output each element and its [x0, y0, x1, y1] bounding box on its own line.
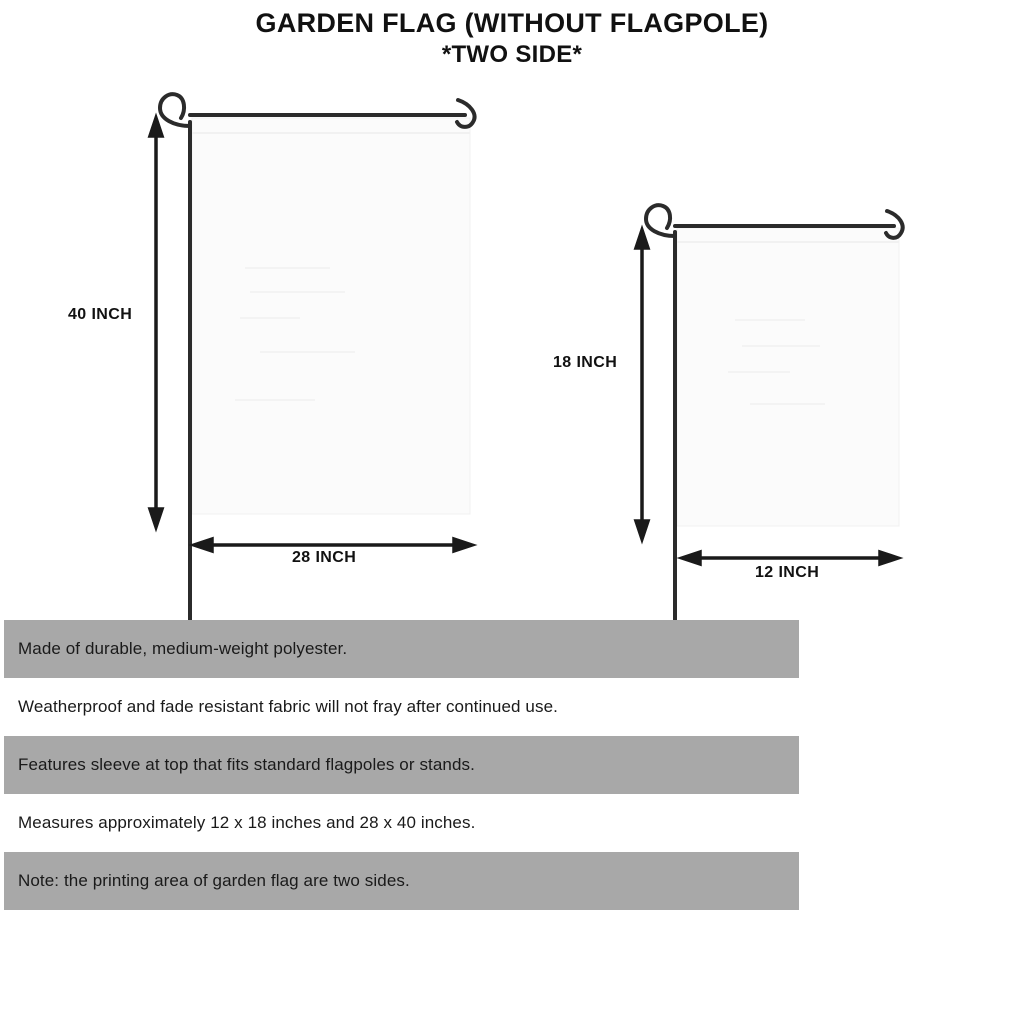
small-flag-height-label: 18 INCH — [553, 354, 618, 371]
spec-row — [4, 678, 799, 736]
small-flag-width-dimension — [682, 552, 898, 564]
spec-row — [4, 852, 799, 910]
large-flag-height-dimension — [150, 118, 162, 527]
title-line-primary: GARDEN FLAG (WITHOUT FLAGPOLE) — [255, 8, 769, 38]
spec-row — [4, 794, 799, 852]
large-flag-cloth — [192, 118, 470, 514]
spec-table — [4, 620, 799, 910]
small-flag-cloth — [677, 228, 899, 526]
small-flag-height-dimension — [636, 230, 648, 539]
small-flag-width-label: 12 INCH — [755, 564, 820, 581]
large-flag-height-label: 40 INCH — [68, 306, 133, 323]
spec-text: Note: the printing area of garden flag are two sides. — [18, 871, 410, 890]
large-flag-stand-loop — [160, 94, 190, 126]
spec-text: Features sleeve at top that fits standard flagpoles or stands. — [18, 755, 475, 774]
large-flag-width-label: 28 INCH — [292, 549, 357, 566]
title-line-secondary: *TWO SIDE* — [441, 41, 583, 68]
spec-text: Made of durable, medium-weight polyester. — [18, 639, 348, 658]
spec-row — [4, 620, 799, 678]
spec-row — [4, 736, 799, 794]
spec-text: Weatherproof and fade resistant fabric will not fray after continued use. — [18, 697, 558, 716]
spec-text: Measures approximately 12 x 18 inches and 28 x 40 inches. — [18, 813, 476, 832]
small-flag-stand-loop — [646, 205, 675, 236]
